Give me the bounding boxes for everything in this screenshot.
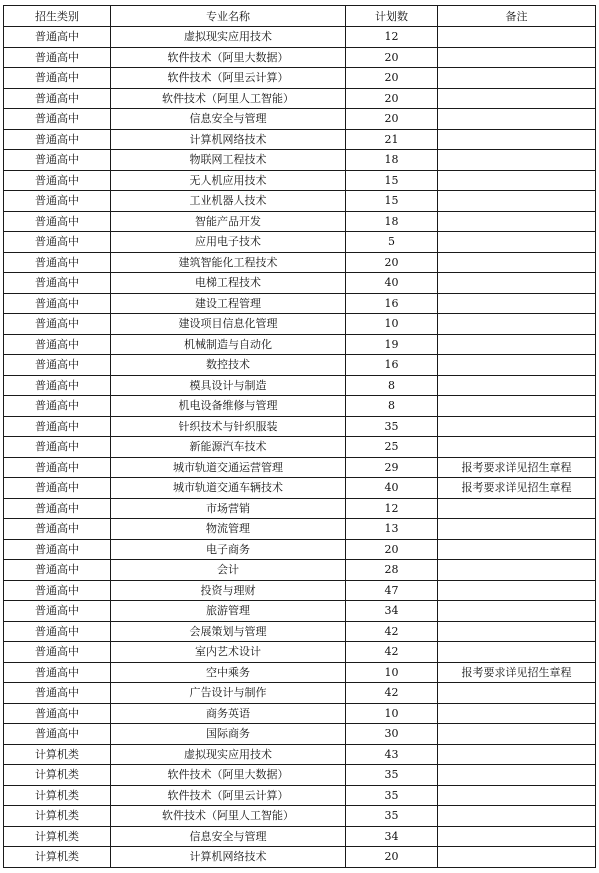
cell-plan-count: 18 [346,150,438,171]
cell-major-name: 机电设备维修与管理 [111,396,346,417]
table-row [4,642,596,663]
cell-category: 普通高中 [4,396,111,417]
table-row [4,683,596,704]
cell-remarks [438,396,596,417]
cell-major-name: 室内艺术设计 [111,642,346,663]
cell-remarks [438,109,596,130]
table-row [4,560,596,581]
cell-remarks [438,252,596,273]
table-row [4,724,596,745]
cell-plan-count: 34 [346,601,438,622]
table-row [4,211,596,232]
table-row [4,744,596,765]
cell-remarks [438,375,596,396]
cell-major-name: 空中乘务 [111,662,346,683]
table-row [4,457,596,478]
cell-major-name: 信息安全与管理 [111,109,346,130]
cell-remarks [438,293,596,314]
cell-major-name: 建设工程管理 [111,293,346,314]
cell-major-name: 商务英语 [111,703,346,724]
cell-plan-count: 18 [346,211,438,232]
cell-major-name: 建设项目信息化管理 [111,314,346,335]
cell-plan-count: 25 [346,437,438,458]
cell-remarks [438,88,596,109]
cell-remarks [438,621,596,642]
cell-category: 计算机类 [4,826,111,847]
cell-major-name: 针织技术与针织服装 [111,416,346,437]
cell-category: 普通高中 [4,314,111,335]
cell-major-name: 物流管理 [111,519,346,540]
cell-plan-count: 35 [346,806,438,827]
cell-major-name: 无人机应用技术 [111,170,346,191]
cell-category: 普通高中 [4,150,111,171]
cell-category: 普通高中 [4,621,111,642]
table-body [4,27,596,868]
cell-remarks [438,683,596,704]
table-row [4,191,596,212]
enrollment-plan-table [3,5,596,868]
cell-remarks [438,416,596,437]
cell-plan-count: 20 [346,109,438,130]
cell-category: 普通高中 [4,539,111,560]
table-row [4,375,596,396]
cell-major-name: 国际商务 [111,724,346,745]
cell-plan-count: 20 [346,252,438,273]
table-row [4,601,596,622]
cell-major-name: 软件技术（阿里大数据） [111,765,346,786]
cell-major-name: 软件技术（阿里人工智能） [111,88,346,109]
enrollment-plan-sheet [3,5,596,868]
cell-major-name: 电子商务 [111,539,346,560]
table-row [4,703,596,724]
table-row [4,27,596,48]
cell-category: 普通高中 [4,232,111,253]
cell-remarks [438,785,596,806]
cell-plan-count: 8 [346,375,438,396]
cell-remarks [438,150,596,171]
cell-plan-count: 43 [346,744,438,765]
cell-category: 普通高中 [4,191,111,212]
table-row [4,765,596,786]
cell-major-name: 数控技术 [111,355,346,376]
cell-plan-count: 29 [346,457,438,478]
cell-category: 普通高中 [4,580,111,601]
header-plan-count: 计划数 [346,6,438,27]
cell-major-name: 软件技术（阿里云计算） [111,785,346,806]
cell-category: 普通高中 [4,375,111,396]
cell-major-name: 投资与理财 [111,580,346,601]
cell-major-name: 软件技术（阿里大数据） [111,47,346,68]
cell-category: 计算机类 [4,847,111,868]
header-major-name: 专业名称 [111,6,346,27]
cell-major-name: 机械制造与自动化 [111,334,346,355]
cell-major-name: 新能源汽车技术 [111,437,346,458]
cell-remarks: 报考要求详见招生章程 [438,457,596,478]
table-row [4,334,596,355]
cell-remarks: 报考要求详见招生章程 [438,662,596,683]
table-row [4,293,596,314]
table-row [4,498,596,519]
cell-major-name: 虚拟现实应用技术 [111,744,346,765]
table-row [4,396,596,417]
cell-major-name: 电梯工程技术 [111,273,346,294]
cell-plan-count: 47 [346,580,438,601]
table-row [4,88,596,109]
cell-plan-count: 20 [346,539,438,560]
cell-plan-count: 16 [346,293,438,314]
cell-plan-count: 16 [346,355,438,376]
cell-plan-count: 42 [346,621,438,642]
table-row [4,806,596,827]
cell-remarks [438,191,596,212]
cell-plan-count: 15 [346,170,438,191]
cell-plan-count: 12 [346,27,438,48]
cell-major-name: 模具设计与制造 [111,375,346,396]
table-row [4,539,596,560]
cell-plan-count: 35 [346,416,438,437]
cell-category: 普通高中 [4,27,111,48]
cell-category: 普通高中 [4,560,111,581]
table-row [4,847,596,868]
cell-remarks [438,170,596,191]
cell-category: 普通高中 [4,129,111,150]
cell-remarks [438,437,596,458]
cell-plan-count: 28 [346,560,438,581]
cell-remarks [438,806,596,827]
table-row [4,170,596,191]
cell-category: 普通高中 [4,601,111,622]
header-row [4,6,596,27]
cell-category: 普通高中 [4,662,111,683]
table-row [4,150,596,171]
cell-remarks [438,642,596,663]
cell-category: 普通高中 [4,88,111,109]
cell-remarks: 报考要求详见招生章程 [438,478,596,499]
cell-remarks [438,601,596,622]
cell-major-name: 软件技术（阿里云计算） [111,68,346,89]
cell-major-name: 信息安全与管理 [111,826,346,847]
cell-major-name: 工业机器人技术 [111,191,346,212]
cell-remarks [438,68,596,89]
cell-remarks [438,580,596,601]
table-row [4,252,596,273]
table-row [4,478,596,499]
cell-major-name: 城市轨道交通运营管理 [111,457,346,478]
cell-remarks [438,519,596,540]
cell-remarks [438,703,596,724]
cell-category: 普通高中 [4,273,111,294]
cell-plan-count: 10 [346,662,438,683]
cell-plan-count: 34 [346,826,438,847]
cell-category: 普通高中 [4,724,111,745]
header-category: 招生类别 [4,6,111,27]
cell-remarks [438,826,596,847]
cell-category: 普通高中 [4,457,111,478]
cell-remarks [438,539,596,560]
cell-plan-count: 21 [346,129,438,150]
cell-remarks [438,334,596,355]
cell-remarks [438,744,596,765]
cell-category: 普通高中 [4,416,111,437]
table-row [4,519,596,540]
cell-category: 普通高中 [4,703,111,724]
table-row [4,621,596,642]
cell-category: 普通高中 [4,437,111,458]
cell-category: 普通高中 [4,252,111,273]
cell-category: 普通高中 [4,68,111,89]
cell-remarks [438,232,596,253]
cell-plan-count: 13 [346,519,438,540]
cell-plan-count: 8 [346,396,438,417]
table-row [4,314,596,335]
cell-remarks [438,560,596,581]
table-row [4,785,596,806]
cell-category: 普通高中 [4,498,111,519]
cell-major-name: 软件技术（阿里人工智能） [111,806,346,827]
cell-plan-count: 12 [346,498,438,519]
table-row [4,129,596,150]
cell-remarks [438,273,596,294]
table-row [4,416,596,437]
cell-category: 普通高中 [4,683,111,704]
cell-major-name: 会计 [111,560,346,581]
cell-category: 普通高中 [4,293,111,314]
cell-plan-count: 10 [346,314,438,335]
table-row [4,47,596,68]
table-row [4,232,596,253]
cell-major-name: 建筑智能化工程技术 [111,252,346,273]
cell-major-name: 城市轨道交通车辆技术 [111,478,346,499]
cell-category: 普通高中 [4,211,111,232]
cell-plan-count: 35 [346,785,438,806]
cell-major-name: 计算机网络技术 [111,847,346,868]
cell-plan-count: 30 [346,724,438,745]
cell-major-name: 智能产品开发 [111,211,346,232]
cell-remarks [438,27,596,48]
cell-category: 计算机类 [4,744,111,765]
cell-major-name: 虚拟现实应用技术 [111,27,346,48]
table-row [4,580,596,601]
cell-remarks [438,498,596,519]
cell-major-name: 会展策划与管理 [111,621,346,642]
cell-plan-count: 19 [346,334,438,355]
cell-plan-count: 5 [346,232,438,253]
cell-category: 计算机类 [4,806,111,827]
cell-major-name: 计算机网络技术 [111,129,346,150]
cell-major-name: 旅游管理 [111,601,346,622]
cell-remarks [438,765,596,786]
cell-category: 普通高中 [4,642,111,663]
cell-category: 普通高中 [4,334,111,355]
table-row [4,355,596,376]
table-row [4,273,596,294]
table-row [4,826,596,847]
cell-remarks [438,211,596,232]
cell-plan-count: 42 [346,683,438,704]
cell-plan-count: 35 [346,765,438,786]
cell-plan-count: 40 [346,273,438,294]
cell-remarks [438,129,596,150]
cell-remarks [438,847,596,868]
cell-major-name: 应用电子技术 [111,232,346,253]
cell-remarks [438,47,596,68]
cell-plan-count: 20 [346,68,438,89]
cell-plan-count: 20 [346,847,438,868]
cell-plan-count: 20 [346,47,438,68]
cell-plan-count: 10 [346,703,438,724]
table-row [4,109,596,130]
cell-category: 计算机类 [4,765,111,786]
cell-category: 普通高中 [4,47,111,68]
cell-remarks [438,355,596,376]
cell-category: 普通高中 [4,519,111,540]
cell-remarks [438,724,596,745]
table-row [4,437,596,458]
cell-plan-count: 42 [346,642,438,663]
table-row [4,68,596,89]
cell-major-name: 物联网工程技术 [111,150,346,171]
cell-plan-count: 20 [346,88,438,109]
cell-category: 普通高中 [4,170,111,191]
table-header [4,6,596,27]
cell-plan-count: 40 [346,478,438,499]
cell-category: 普通高中 [4,355,111,376]
cell-plan-count: 15 [346,191,438,212]
table-row [4,662,596,683]
cell-category: 普通高中 [4,109,111,130]
cell-major-name: 市场营销 [111,498,346,519]
cell-category: 计算机类 [4,785,111,806]
header-remarks: 备注 [438,6,596,27]
cell-major-name: 广告设计与制作 [111,683,346,704]
cell-category: 普通高中 [4,478,111,499]
cell-remarks [438,314,596,335]
